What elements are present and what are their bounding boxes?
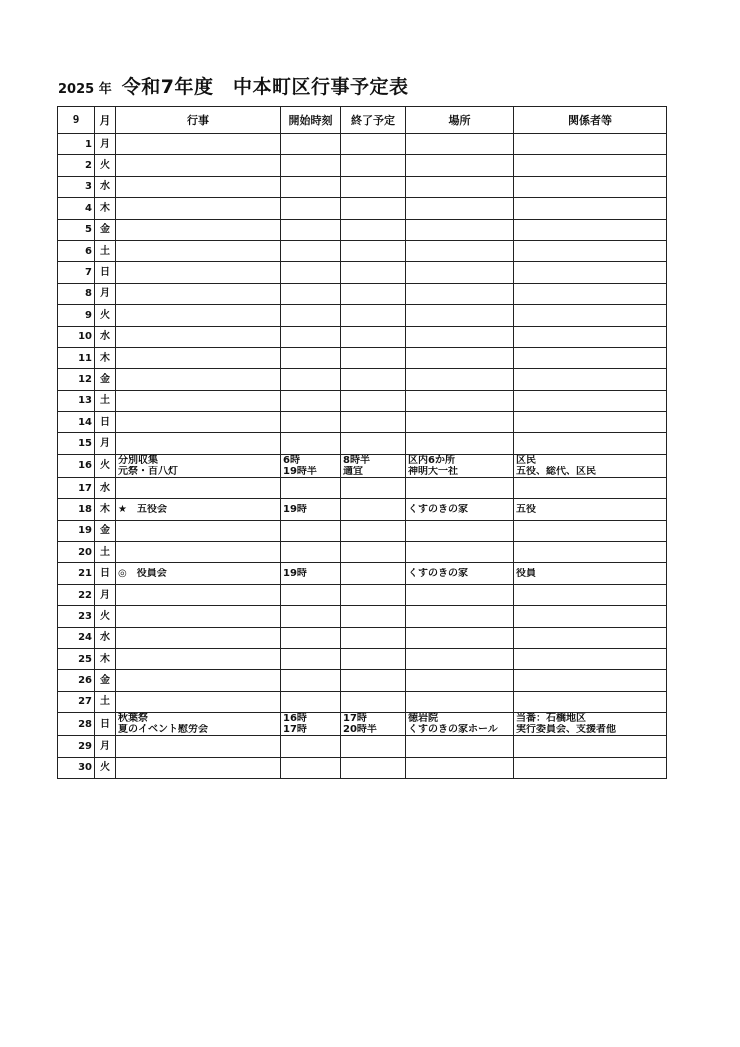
- people-cell: [514, 606, 667, 627]
- end-time-cell: [341, 433, 406, 454]
- day-number: 5: [58, 219, 95, 240]
- people-cell: [514, 390, 667, 411]
- weekday: 土: [95, 691, 116, 712]
- start-time-cell: [281, 219, 341, 240]
- end-time-cell-line: 20時半: [343, 724, 377, 736]
- weekday: 火: [95, 305, 116, 326]
- table-row: [58, 219, 667, 240]
- event-cell-line: 元祭・百八灯: [118, 465, 178, 477]
- event-cell: [116, 584, 281, 605]
- header-event: 行事: [116, 107, 281, 134]
- event-cell-line: ◎ 役員会: [118, 568, 167, 580]
- end-time-cell-line: 17時: [343, 713, 367, 725]
- weekday: 日: [95, 713, 116, 736]
- event-cell: [116, 412, 281, 433]
- table-row: [58, 736, 667, 757]
- table-row: [58, 584, 667, 605]
- day-number: 28: [58, 713, 95, 736]
- table-row: [58, 412, 667, 433]
- place-cell: [406, 542, 514, 563]
- header-people: 関係者等: [514, 107, 667, 134]
- event-cell: [116, 198, 281, 219]
- weekday: 水: [95, 176, 116, 197]
- table-row: [58, 454, 667, 477]
- people-cell: [514, 648, 667, 669]
- table-row: [58, 713, 667, 736]
- people-cell: [514, 433, 667, 454]
- event-cell: [116, 627, 281, 648]
- start-time-cell: [281, 606, 341, 627]
- day-number: 4: [58, 198, 95, 219]
- people-cell: [514, 240, 667, 261]
- table-row: [58, 134, 667, 155]
- end-time-cell: [341, 691, 406, 712]
- day-number: 15: [58, 433, 95, 454]
- start-time-cell-line: 19時: [283, 568, 307, 580]
- people-cell-line: 区民: [516, 454, 536, 466]
- table-row: [58, 176, 667, 197]
- event-cell-line: 秋葉祭: [118, 713, 148, 725]
- day-number: 26: [58, 670, 95, 691]
- start-time-cell: [281, 563, 341, 584]
- schedule-table: [57, 106, 667, 779]
- weekday: 金: [95, 520, 116, 541]
- end-time-cell: [341, 412, 406, 433]
- weekday: 火: [95, 155, 116, 176]
- event-cell: [116, 648, 281, 669]
- people-cell: [514, 176, 667, 197]
- weekday: 月: [95, 433, 116, 454]
- place-cell: [406, 283, 514, 304]
- event-cell: [116, 713, 281, 736]
- weekday: 月: [95, 283, 116, 304]
- start-time-cell-line: 6時: [283, 454, 300, 466]
- start-time-cell: [281, 412, 341, 433]
- day-number: 13: [58, 390, 95, 411]
- weekday: 月: [95, 134, 116, 155]
- end-time-cell: [341, 648, 406, 669]
- place-cell: [406, 326, 514, 347]
- end-time-cell: [341, 305, 406, 326]
- event-cell: [116, 176, 281, 197]
- table-row: [58, 262, 667, 283]
- start-time-cell: [281, 670, 341, 691]
- place-cell: [406, 454, 514, 477]
- document-title: [58, 72, 408, 100]
- end-time-cell-line: 8時半: [343, 454, 370, 466]
- people-cell: [514, 326, 667, 347]
- day-number: 8: [58, 283, 95, 304]
- start-time-cell: [281, 627, 341, 648]
- event-cell: [116, 563, 281, 584]
- people-cell: [514, 134, 667, 155]
- start-time-cell: [281, 520, 341, 541]
- event-cell: [116, 347, 281, 368]
- page-title: 令和7年度 中本町区行事予定表: [121, 76, 409, 98]
- weekday: 金: [95, 670, 116, 691]
- day-number: 27: [58, 691, 95, 712]
- end-time-cell: [341, 542, 406, 563]
- table-row: [58, 305, 667, 326]
- weekday: 金: [95, 219, 116, 240]
- start-time-cell: [281, 691, 341, 712]
- place-cell: [406, 584, 514, 605]
- end-time-cell: [341, 326, 406, 347]
- year-label: 2025 年: [58, 82, 112, 97]
- event-cell: [116, 283, 281, 304]
- place-cell: [406, 155, 514, 176]
- start-time-cell: [281, 454, 341, 477]
- table-row: [58, 477, 667, 498]
- start-time-cell: [281, 736, 341, 757]
- people-cell: [514, 757, 667, 778]
- weekday: 火: [95, 454, 116, 477]
- place-cell: [406, 134, 514, 155]
- start-time-cell: [281, 134, 341, 155]
- weekday: 月: [95, 736, 116, 757]
- end-time-cell: [341, 219, 406, 240]
- place-cell: [406, 713, 514, 736]
- event-cell: [116, 520, 281, 541]
- event-cell: [116, 134, 281, 155]
- start-time-cell-line: 17時: [283, 724, 307, 736]
- weekday: 月: [95, 584, 116, 605]
- people-cell: [514, 736, 667, 757]
- people-cell-line: 五役、総代、区民: [516, 465, 596, 477]
- start-time-cell: [281, 499, 341, 520]
- people-cell: [514, 454, 667, 477]
- start-time-cell: [281, 390, 341, 411]
- end-time-cell: [341, 736, 406, 757]
- day-number: 17: [58, 477, 95, 498]
- day-number: 7: [58, 262, 95, 283]
- people-cell: [514, 713, 667, 736]
- day-number: 22: [58, 584, 95, 605]
- start-time-cell: [281, 326, 341, 347]
- people-cell-line: 当番：石橋地区: [516, 713, 586, 725]
- table-row: [58, 155, 667, 176]
- day-number: 3: [58, 176, 95, 197]
- people-cell: [514, 520, 667, 541]
- event-cell: [116, 477, 281, 498]
- weekday: 土: [95, 390, 116, 411]
- people-cell: [514, 627, 667, 648]
- place-cell-line: くすのきの家: [408, 568, 468, 580]
- end-time-cell: [341, 477, 406, 498]
- end-time-cell: [341, 584, 406, 605]
- start-time-cell: [281, 198, 341, 219]
- end-time-cell-line: 適宜: [343, 465, 363, 477]
- weekday: 木: [95, 198, 116, 219]
- place-cell-line: 神明大一社: [408, 465, 458, 477]
- people-cell-line: 五役: [516, 503, 536, 515]
- event-cell: [116, 454, 281, 477]
- people-cell-line: 役員: [516, 568, 536, 580]
- end-time-cell: [341, 283, 406, 304]
- day-number: 9: [58, 305, 95, 326]
- event-cell: [116, 305, 281, 326]
- event-cell: [116, 240, 281, 261]
- end-time-cell: [341, 670, 406, 691]
- day-number: 10: [58, 326, 95, 347]
- table-row: [58, 347, 667, 368]
- place-cell: [406, 606, 514, 627]
- day-number: 20: [58, 542, 95, 563]
- place-cell: [406, 670, 514, 691]
- header-end-time: 終了予定: [341, 107, 406, 134]
- start-time-cell: [281, 433, 341, 454]
- table-row: [58, 542, 667, 563]
- people-cell: [514, 305, 667, 326]
- end-time-cell: [341, 454, 406, 477]
- day-number: 30: [58, 757, 95, 778]
- day-number: 1: [58, 134, 95, 155]
- people-cell: [514, 155, 667, 176]
- weekday: 水: [95, 627, 116, 648]
- people-cell: [514, 412, 667, 433]
- end-time-cell: [341, 369, 406, 390]
- end-time-cell: [341, 198, 406, 219]
- table-row: [58, 326, 667, 347]
- place-cell: [406, 433, 514, 454]
- place-cell: [406, 347, 514, 368]
- people-cell: [514, 369, 667, 390]
- table-row: [58, 563, 667, 584]
- start-time-cell: [281, 369, 341, 390]
- event-cell: [116, 433, 281, 454]
- weekday: 木: [95, 499, 116, 520]
- people-cell: [514, 219, 667, 240]
- weekday: 火: [95, 606, 116, 627]
- event-cell: [116, 691, 281, 712]
- start-time-cell: [281, 477, 341, 498]
- event-cell: [116, 499, 281, 520]
- people-cell: [514, 542, 667, 563]
- weekday: 火: [95, 757, 116, 778]
- table-row: [58, 390, 667, 411]
- day-number: 24: [58, 627, 95, 648]
- place-cell-line: くすのきの家ホール: [408, 724, 498, 736]
- day-number: 12: [58, 369, 95, 390]
- month-number: 9: [58, 107, 95, 134]
- people-cell: [514, 499, 667, 520]
- event-cell: [116, 262, 281, 283]
- start-time-cell: [281, 176, 341, 197]
- day-number: 19: [58, 520, 95, 541]
- people-cell: [514, 198, 667, 219]
- header-row: [58, 107, 667, 134]
- weekday: 日: [95, 262, 116, 283]
- people-cell: [514, 347, 667, 368]
- event-cell: [116, 670, 281, 691]
- table-row: [58, 670, 667, 691]
- place-cell: [406, 240, 514, 261]
- place-cell: [406, 176, 514, 197]
- start-time-cell: [281, 283, 341, 304]
- day-number: 25: [58, 648, 95, 669]
- day-number: 11: [58, 347, 95, 368]
- place-cell: [406, 219, 514, 240]
- place-cell: [406, 499, 514, 520]
- place-cell-line: 区内6か所: [408, 454, 455, 466]
- place-cell: [406, 691, 514, 712]
- end-time-cell: [341, 713, 406, 736]
- start-time-cell: [281, 240, 341, 261]
- day-number: 16: [58, 454, 95, 477]
- start-time-cell-line: 16時: [283, 713, 307, 725]
- day-number: 23: [58, 606, 95, 627]
- table-row: [58, 433, 667, 454]
- end-time-cell: [341, 176, 406, 197]
- table-row: [58, 691, 667, 712]
- weekday: 水: [95, 477, 116, 498]
- weekday: 土: [95, 542, 116, 563]
- table-row: [58, 606, 667, 627]
- place-cell: [406, 305, 514, 326]
- day-number: 14: [58, 412, 95, 433]
- event-cell: [116, 369, 281, 390]
- people-cell: [514, 563, 667, 584]
- event-cell: [116, 155, 281, 176]
- place-cell: [406, 390, 514, 411]
- event-cell-line: 夏のイベント慰労会: [118, 724, 208, 736]
- weekday: 木: [95, 347, 116, 368]
- start-time-cell: [281, 713, 341, 736]
- place-cell: [406, 757, 514, 778]
- event-cell: [116, 736, 281, 757]
- people-cell-line: 実行委員会、支援者他: [516, 724, 616, 736]
- start-time-cell: [281, 305, 341, 326]
- end-time-cell: [341, 520, 406, 541]
- people-cell: [514, 691, 667, 712]
- weekday: 水: [95, 326, 116, 347]
- place-cell: [406, 198, 514, 219]
- event-cell: [116, 219, 281, 240]
- event-cell: [116, 606, 281, 627]
- table-row: [58, 648, 667, 669]
- end-time-cell: [341, 155, 406, 176]
- place-cell: [406, 477, 514, 498]
- end-time-cell: [341, 240, 406, 261]
- people-cell: [514, 262, 667, 283]
- table-row: [58, 240, 667, 261]
- month-label: 月: [95, 107, 116, 134]
- start-time-cell: [281, 347, 341, 368]
- end-time-cell: [341, 499, 406, 520]
- table-row: [58, 499, 667, 520]
- start-time-cell: [281, 648, 341, 669]
- end-time-cell: [341, 134, 406, 155]
- end-time-cell: [341, 563, 406, 584]
- end-time-cell: [341, 347, 406, 368]
- event-cell-line: ★ 五役会: [118, 503, 167, 515]
- people-cell: [514, 283, 667, 304]
- place-cell: [406, 627, 514, 648]
- place-cell: [406, 369, 514, 390]
- day-number: 18: [58, 499, 95, 520]
- day-number: 2: [58, 155, 95, 176]
- start-time-cell: [281, 155, 341, 176]
- place-cell: [406, 412, 514, 433]
- day-number: 6: [58, 240, 95, 261]
- event-cell: [116, 542, 281, 563]
- place-cell: [406, 736, 514, 757]
- header-place: 場所: [406, 107, 514, 134]
- event-cell: [116, 757, 281, 778]
- table-row: [58, 369, 667, 390]
- place-cell: [406, 563, 514, 584]
- event-cell: [116, 326, 281, 347]
- day-number: 21: [58, 563, 95, 584]
- end-time-cell: [341, 757, 406, 778]
- weekday: 木: [95, 648, 116, 669]
- weekday: 日: [95, 563, 116, 584]
- end-time-cell: [341, 390, 406, 411]
- event-cell: [116, 390, 281, 411]
- weekday: 金: [95, 369, 116, 390]
- start-time-cell-line: 19時半: [283, 465, 317, 477]
- place-cell: [406, 648, 514, 669]
- table-row: [58, 520, 667, 541]
- place-cell: [406, 262, 514, 283]
- place-cell-line: くすのきの家: [408, 503, 468, 515]
- place-cell-line: 徳岩院: [408, 713, 438, 725]
- header-start-time: 開始時刻: [281, 107, 341, 134]
- table-row: [58, 198, 667, 219]
- start-time-cell-line: 19時: [283, 503, 307, 515]
- people-cell: [514, 584, 667, 605]
- place-cell: [406, 520, 514, 541]
- start-time-cell: [281, 757, 341, 778]
- start-time-cell: [281, 262, 341, 283]
- table-row: [58, 627, 667, 648]
- day-number: 29: [58, 736, 95, 757]
- weekday: 土: [95, 240, 116, 261]
- start-time-cell: [281, 584, 341, 605]
- weekday: 日: [95, 412, 116, 433]
- table-row: [58, 283, 667, 304]
- people-cell: [514, 477, 667, 498]
- table-row: [58, 757, 667, 778]
- people-cell: [514, 670, 667, 691]
- end-time-cell: [341, 606, 406, 627]
- start-time-cell: [281, 542, 341, 563]
- end-time-cell: [341, 262, 406, 283]
- event-cell-line: 分別収集: [118, 454, 158, 466]
- end-time-cell: [341, 627, 406, 648]
